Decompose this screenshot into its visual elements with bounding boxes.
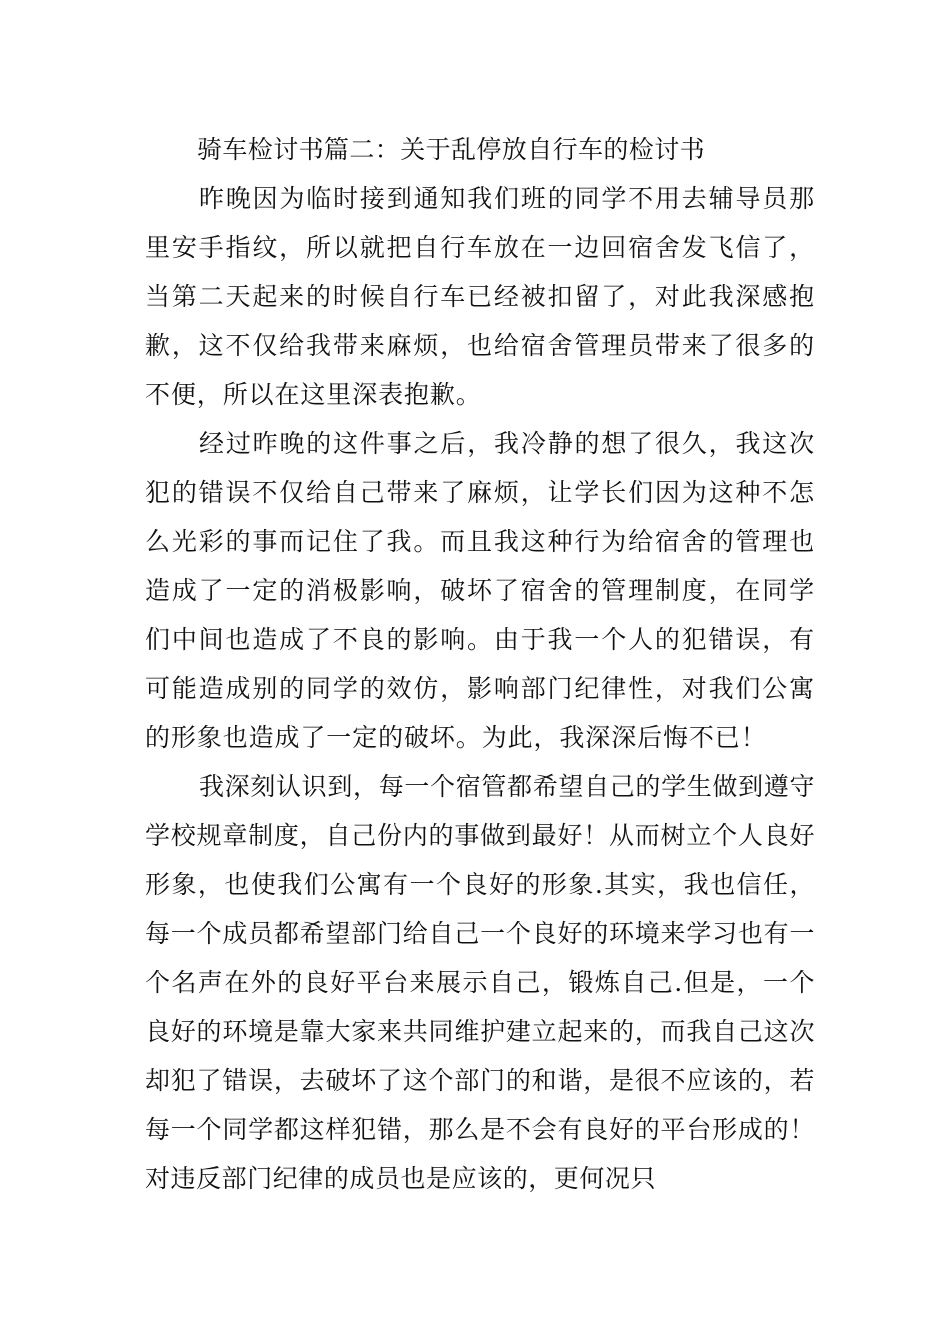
- document-body: [145, 126, 815, 1203]
- paragraph-1: 昨晚因为临时接到通知我们班的同学不用去辅导员那里安手指纹，所以就把自行车放在一边回宿舍发飞信了，当第二天起来的时候自行车已经被扣留了，对此我深感抱歉，这不仅给我带来麻烦，也给宿舍管理员带来了很多的不便，所以在这里深表抱歉。: [145, 184, 815, 409]
- document-title: 骑车检讨书篇二：关于乱停放自行车的检讨书: [197, 135, 706, 164]
- paragraph-3: 我深刻认识到，每一个宿管都希望自己的学生做到遵守学校规章制度，自己份内的事做到最好！从而树立个人良好形象，也使我们公寓有一个良好的形象.其实，我也信任，每一个成员都希望部门给自己一个良好的环境来学习也有一个名声在外的良好平台来展示自己，锻炼自己.但是，一个良好的环境是靠大家来共同维护建立起来的，而我自己这次却犯了错误，去破坏了这个部门的和谐，是很不应该的，若每一个同学都这样犯错，那么是不会有良好的平台形成的！对违反部门纪律的成员也是应该的，更何况只: [145, 772, 815, 1193]
- paragraph-2: 经过昨晚的这件事之后，我冷静的想了很久，我这次犯的错误不仅给自己带来了麻烦，让学长们因为这种不怎么光彩的事而记住了我。而且我这种行为给宿舍的管理也造成了一定的消极影响，破坏了宿舍的管理制度，在同学们中间也造成了不良的影响。由于我一个人的犯错误，有可能造成别的同学的效仿，影响部门纪律性，对我们公寓的形象也造成了一定的破坏。为此，我深深后悔不已！: [145, 429, 815, 752]
